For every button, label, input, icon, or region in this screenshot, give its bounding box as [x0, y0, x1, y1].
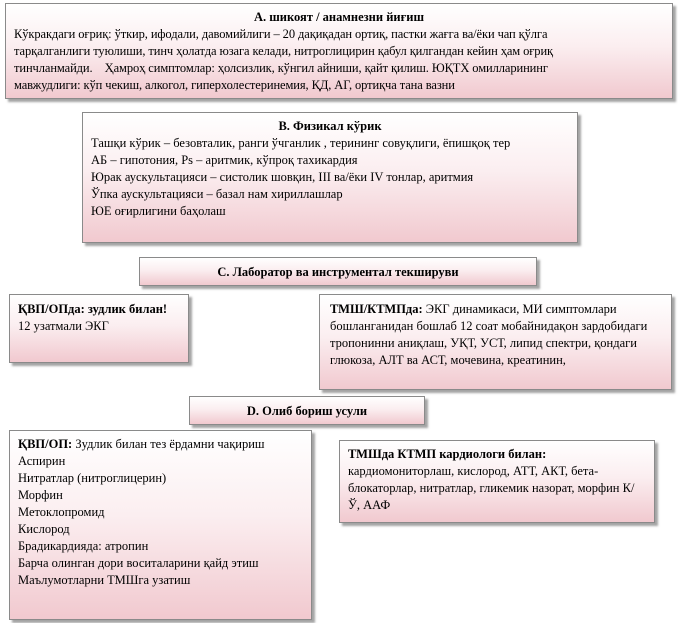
section-d-right-heading: ТМШда КТМП кардиологи билан:: [348, 447, 547, 461]
section-d-left-item: Нитратлар (нитроглицерин): [18, 471, 167, 485]
section-c-right-heading: ТМШ/КТМПда:: [330, 302, 423, 316]
section-d-primary-care-box: [9, 430, 312, 620]
section-d-header-box: [189, 396, 425, 425]
section-c-header-box: [139, 257, 537, 286]
section-c-left-heading: ҚВП/ОПда: зудлик билан!: [18, 302, 168, 316]
section-d-left-item: Брадикардияда: атропин: [18, 539, 149, 553]
section-c-hospital-box: [319, 294, 672, 390]
section-d-left-item: Морфин: [18, 488, 63, 502]
section-d-right-text: кардиомониторлаш, кислород, АТТ, АКТ, бета-блокаторлар, нитратлар, гликемик назорат, морфин К/Ў, ААФ: [348, 464, 635, 512]
section-c-title: С. Лаборатор ва инструментал текшируви: [217, 265, 459, 279]
section-b-title: В. Физикал кўрик: [278, 119, 382, 133]
section-c-right-text: ЭКГ динамикаси, МИ симптомлари бошланганидан бошлаб 12 соат мобайнидақон зардобидаги тропонинни аниқлаш, УҚТ, УСТ, липид спектри, қондаги глюкоза, АЛТ ва АСТ, мочевина, креатинин,: [330, 302, 648, 367]
section-b-line-3: Юрак аускультацияси – систолик шовқин, III ва/ёки IV тонлар, аритмия: [91, 170, 474, 184]
section-b-physical-exam-box: [82, 112, 578, 243]
section-b-line-5: ЮЕ оғирлигини баҳолаш: [91, 204, 226, 218]
section-b-line-1: Ташқи кўрик – безовталик, ранги ўчганлик , терининг совуқлиги, ёпишқоқ тер: [91, 136, 511, 150]
section-d-left-item: Маълумотларни ТМШга узатиш: [18, 573, 191, 587]
section-a-line-1: Кўкракдаги оғриқ: ўткир, ифодали, давомийлиги – 20 дақиқадан ортиқ, пастки жағга ва/ёки чап қўлга: [14, 27, 548, 41]
section-a-title: А. шикоят / анамнезни йиғиш: [253, 10, 425, 24]
section-a-complaints-box: [5, 3, 673, 99]
section-d-title: D. Олиб бориш усули: [246, 404, 368, 418]
section-b-line-2: АБ – гипотония, Ps – аритмик, кўпроқ тахикардия: [91, 153, 358, 167]
section-a-line-2: тарқалганлиги туюлиши, тинч ҳолатда юзага келади, нитроглицирин қабул қилгандан кейин ҳам оғриқ: [14, 44, 554, 58]
section-c-primary-care-box: [9, 294, 189, 363]
section-a-line-3: тинчланмайди. Ҳамроҳ симптомлар: ҳолсизлик, кўнгил айниши, қайт қилиш. ЮҚТХ омилларининг: [14, 61, 548, 75]
section-d-left-first-text: Зудлик билан тез ёрдамни чақириш: [72, 437, 265, 451]
section-d-left-item: Метоклопромид: [18, 505, 105, 519]
section-d-left-item: Барча олинган дори воситаларини қайд этиш: [18, 556, 259, 570]
section-c-left-text: 12 узатмали ЭКГ: [18, 319, 109, 333]
section-d-left-item: Аспирин: [18, 454, 66, 468]
section-b-line-4: Ўпка аускультацияси – базал нам хириллашлар: [91, 187, 343, 201]
section-d-left-heading: ҚВП/ОП:: [18, 437, 73, 451]
section-d-left-first: [18, 436, 303, 453]
section-d-left-item: Кислород: [18, 522, 70, 536]
section-a-line-4: мавжудлиги: кўп чекиш, алкогол, гиперхолестеринемия, ҚД, АГ, ортиқча тана вазни: [14, 78, 455, 92]
section-d-hospital-box: [339, 440, 655, 523]
